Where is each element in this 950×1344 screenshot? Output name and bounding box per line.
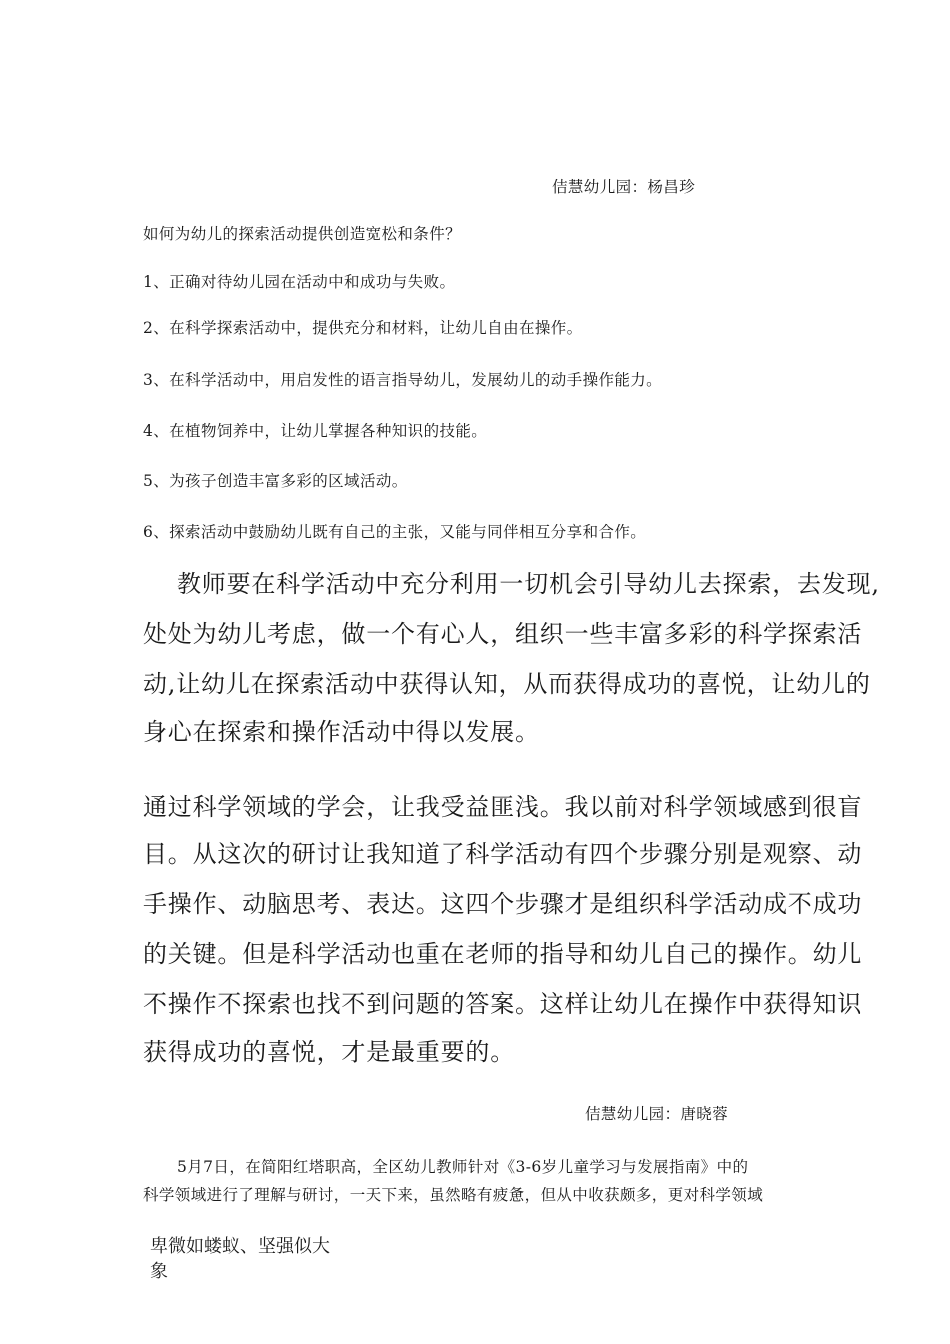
paragraph-2-line: 不操作不探索也找不到问题的答案。这样让幼儿在操作中获得知识	[143, 990, 863, 1018]
list-item-2: 2、在科学探索活动中，提供充分和材料，让幼儿自由在操作。	[143, 319, 583, 337]
paragraph-3-line: 科学领域进行了理解与研讨，一天下来，虽然略有疲惫，但从中收获颇多，更对科学领域	[143, 1186, 764, 1204]
list-item-5: 5、为孩子创造丰富多彩的区域活动。	[143, 472, 408, 490]
list-item-1: 1、正确对待幼儿园在活动中和成功与失败。	[143, 273, 456, 291]
paragraph-2-line: 目。从这次的研讨让我知道了科学活动有四个步骤分别是观察、动	[143, 840, 863, 868]
paragraph-2-line: 手操作、动脑思考、表达。这四个步骤才是组织科学活动成不成功	[143, 890, 863, 918]
section-question: 如何为幼儿的探索活动提供创造宽松和条件？	[143, 225, 462, 243]
list-item-6: 6、探索活动中鼓励幼儿既有自己的主张，又能与同伴相互分享和合作。	[143, 523, 647, 541]
paragraph-1-line: 身心在探索和操作活动中得以发展。	[143, 718, 540, 746]
author-signature-1: 佶慧幼儿园：杨昌珍	[552, 178, 696, 196]
footer-motto-line: 象	[150, 1261, 168, 1282]
paragraph-1-line: 处处为幼儿考虑，做一个有心人，组织一些丰富多彩的科学探索活	[143, 620, 863, 648]
paragraph-2-line: 的关键。但是科学活动也重在老师的指导和幼儿自己的操作。幼儿	[143, 940, 863, 968]
paragraph-3-line: 5月7日，在简阳红塔职高，全区幼儿教师针对《3-6岁儿童学习与发展指南》中的	[177, 1158, 749, 1176]
paragraph-2-line: 通过科学领域的学会，让我受益匪浅。我以前对科学领域感到很盲	[143, 793, 863, 821]
author-signature-2: 佶慧幼儿园：唐晓蓉	[585, 1105, 729, 1123]
list-item-3: 3、在科学活动中，用启发性的语言指导幼儿，发展幼儿的动手操作能力。	[143, 371, 663, 389]
list-item-4: 4、在植物饲养中，让幼儿掌握各种知识的技能。	[143, 422, 488, 440]
paragraph-1-line: 教师要在科学活动中充分利用一切机会引导幼儿去探索，去发现,	[177, 570, 880, 598]
paragraph-2-line: 获得成功的喜悦，才是最重要的。	[143, 1038, 515, 1066]
footer-motto-line: 卑微如蝼蚁、坚强似大	[150, 1236, 330, 1257]
paragraph-1-line: 动,让幼儿在探索活动中获得认知，从而获得成功的喜悦，让幼儿的	[143, 670, 871, 698]
